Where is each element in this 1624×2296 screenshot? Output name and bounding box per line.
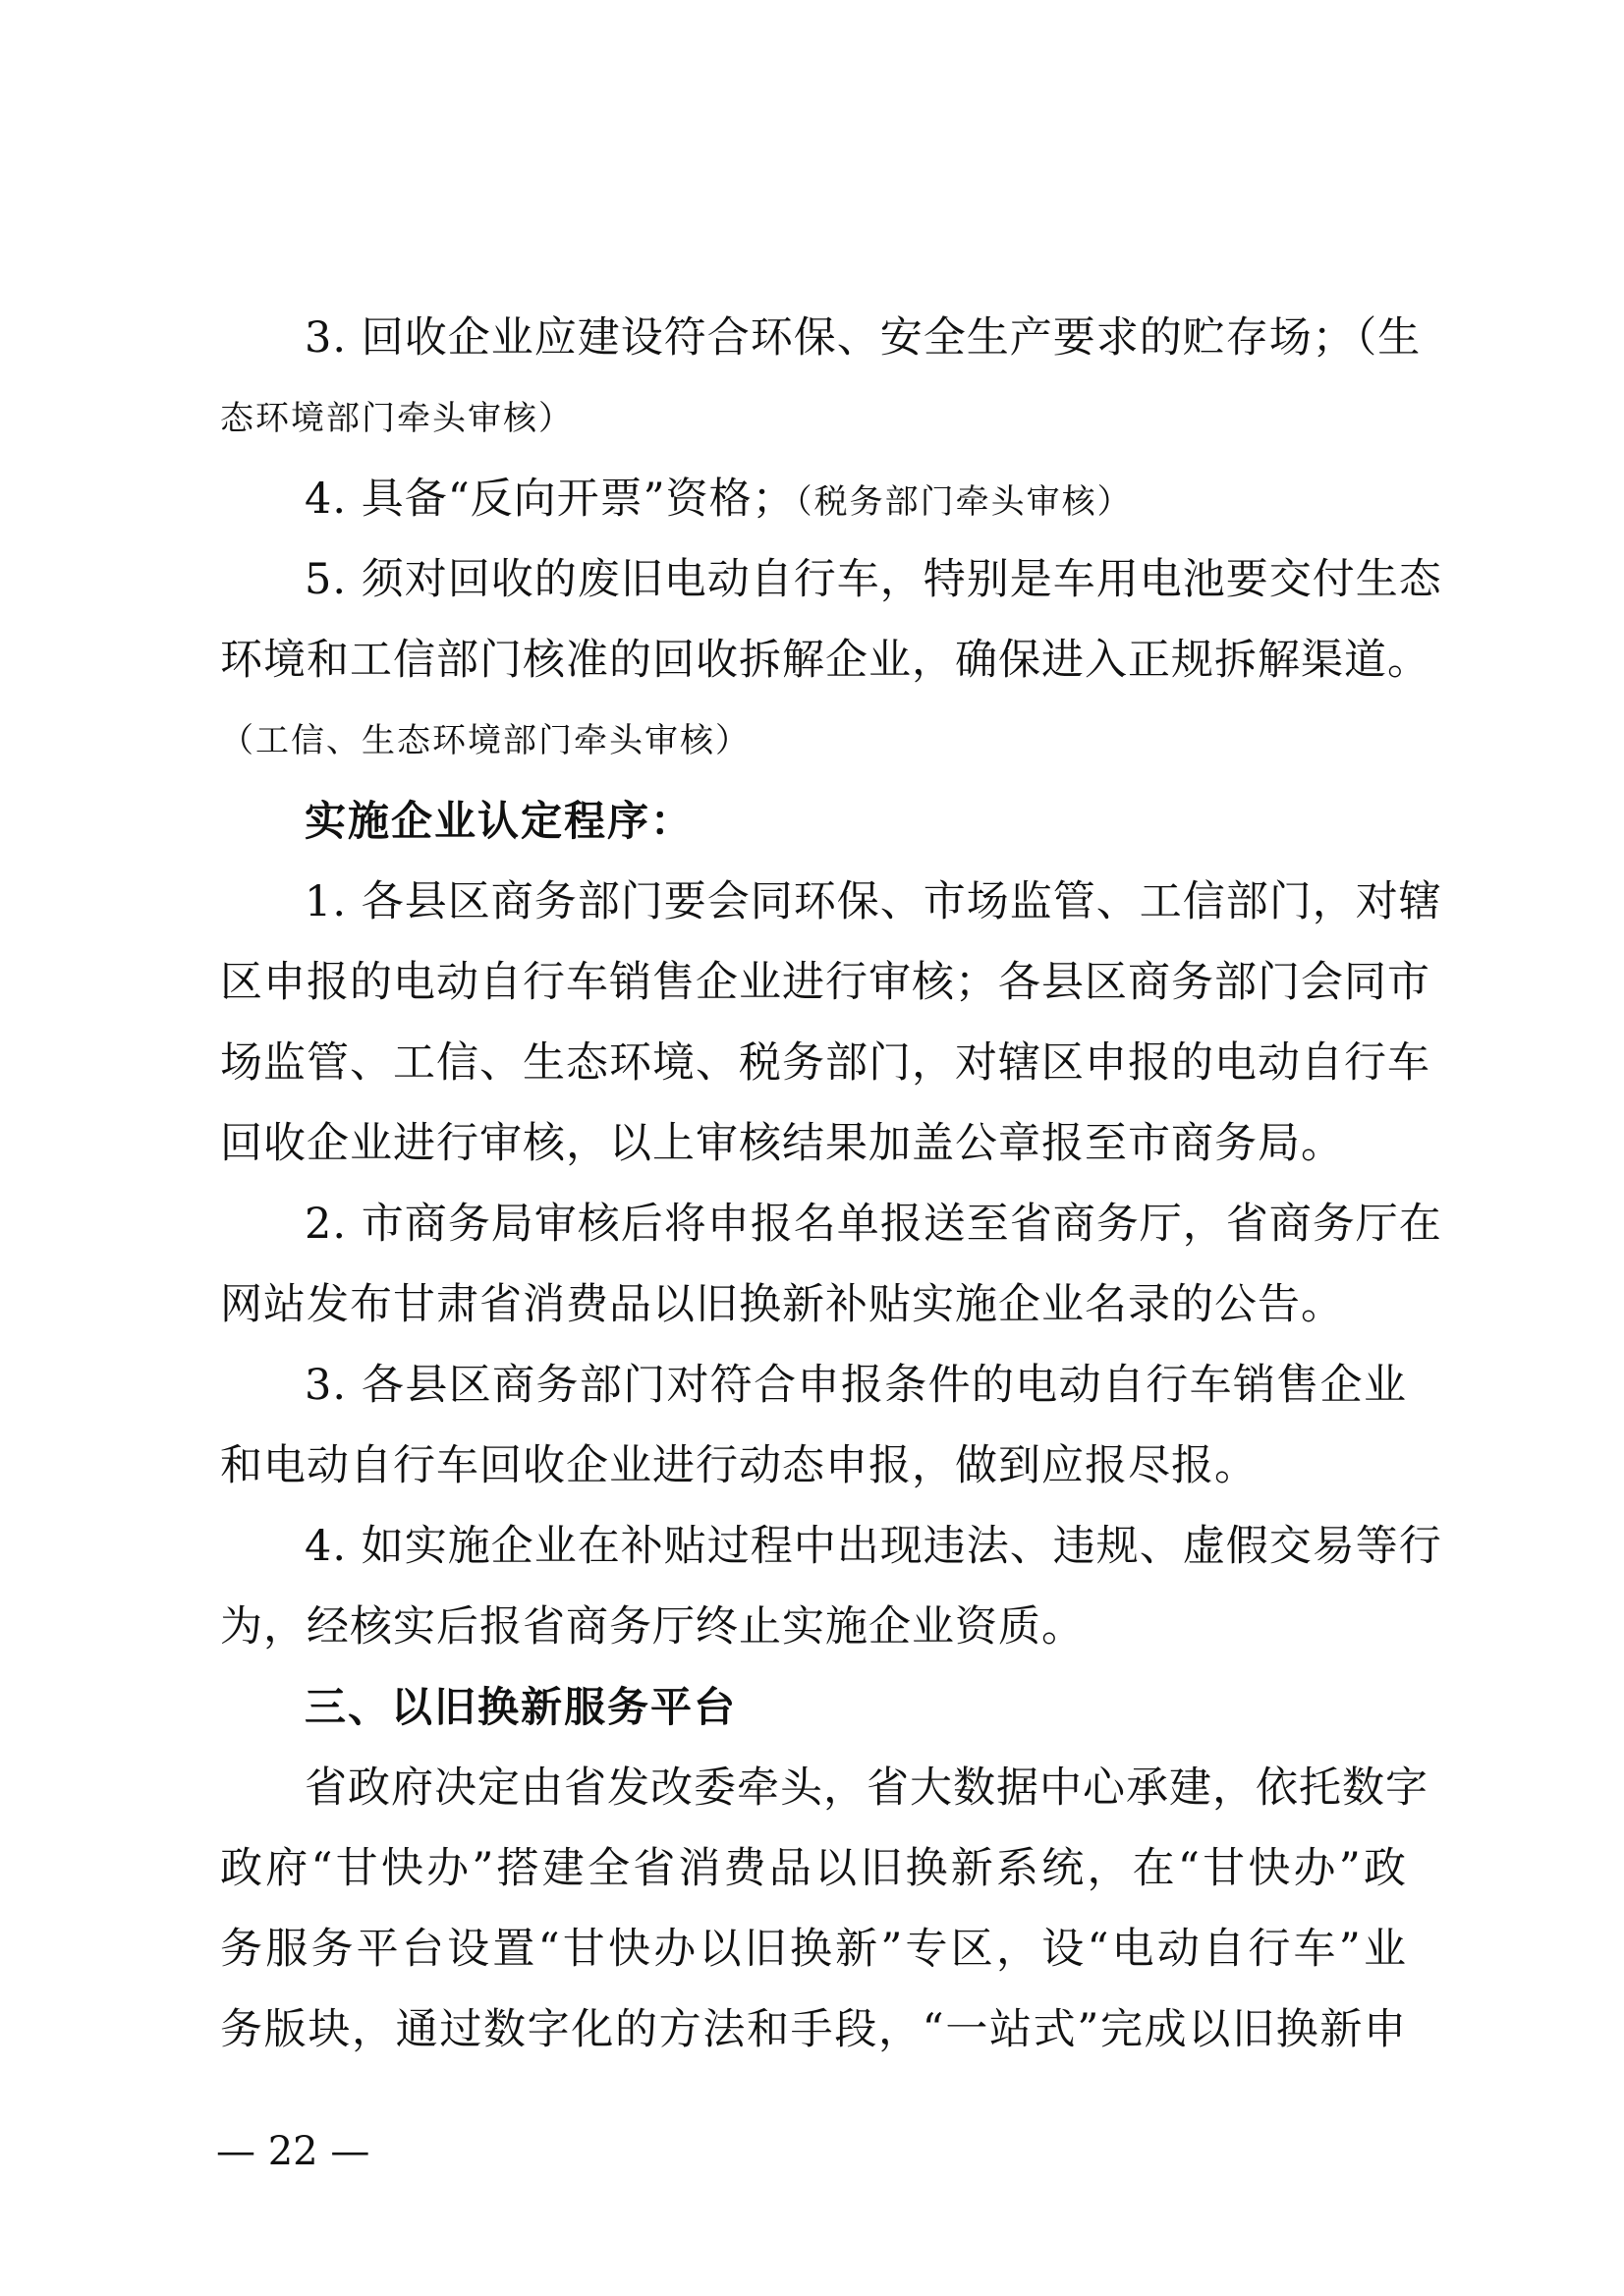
paragraph-line: 3. 回收企业应建设符合环保、安全生产要求的贮存场；（生 xyxy=(305,313,1422,363)
department-note: （税务部门牵头审核） xyxy=(795,482,1133,522)
section-heading: 实施企业认定程序： xyxy=(305,797,695,845)
paragraph-line: 3. 各县区商务部门对符合申报条件的电动自行车销售企业 xyxy=(305,1361,1407,1410)
paragraph-line: 为，经核实后报省商务厅终止实施企业资质。 xyxy=(220,1602,1085,1652)
paragraph-line: 务服务平台设置“甘快办以旧换新”专区，设“电动自行车”业 xyxy=(220,1925,1407,1974)
paragraph-line: 省政府决定由省发改委牵头，省大数据中心承建，依托数字 xyxy=(305,1764,1428,1813)
paragraph-line: 场监管、工信、生态环境、税务部门，对辖区申报的电动自行车 xyxy=(220,1038,1430,1088)
paragraph-line: 4. 如实施企业在补贴过程中出现违法、违规、虚假交易等行 xyxy=(305,1522,1442,1571)
paragraph-line: 态环境部门牵头审核） xyxy=(220,399,574,438)
paragraph-text: 4. 具备“反向开票”资格； xyxy=(305,475,796,524)
page-number: — 22 — xyxy=(216,2129,370,2174)
paragraph-line: （工信、生态环境部门牵头审核） xyxy=(220,721,751,760)
paragraph-line: 1. 各县区商务部门要会同环保、市场监管、工信部门，对辖 xyxy=(305,877,1442,926)
paragraph-line: 回收企业进行审核，以上审核结果加盖公章报至市商务局。 xyxy=(220,1119,1344,1168)
paragraph-line: 区申报的电动自行车销售企业进行审核；各县区商务部门会同市 xyxy=(220,958,1430,1007)
paragraph-line: 2. 市商务局审核后将申报名单报送至省商务厅，省商务厅在 xyxy=(305,1200,1442,1249)
paragraph-line: 环境和工信部门核准的回收拆解企业，确保进入正规拆解渠道。 xyxy=(220,636,1430,685)
paragraph-line: 和电动自行车回收企业进行动态申报，做到应报尽报。 xyxy=(220,1441,1258,1490)
paragraph-line: 5. 须对回收的废旧电动自行车，特别是车用电池要交付生态 xyxy=(305,555,1442,604)
section-heading: 三、以旧换新服务平台 xyxy=(305,1683,738,1731)
paragraph-line xyxy=(305,470,1133,532)
paragraph-line: 务版块，通过数字化的方法和手段，“一站式”完成以旧换新申 xyxy=(220,2005,1407,2054)
paragraph-line: 政府“甘快办”搭建全省消费品以旧换新系统，在“甘快办”政 xyxy=(220,1844,1407,1893)
paragraph-line: 网站发布甘肃省消费品以旧换新补贴实施企业名录的公告。 xyxy=(220,1280,1344,1329)
